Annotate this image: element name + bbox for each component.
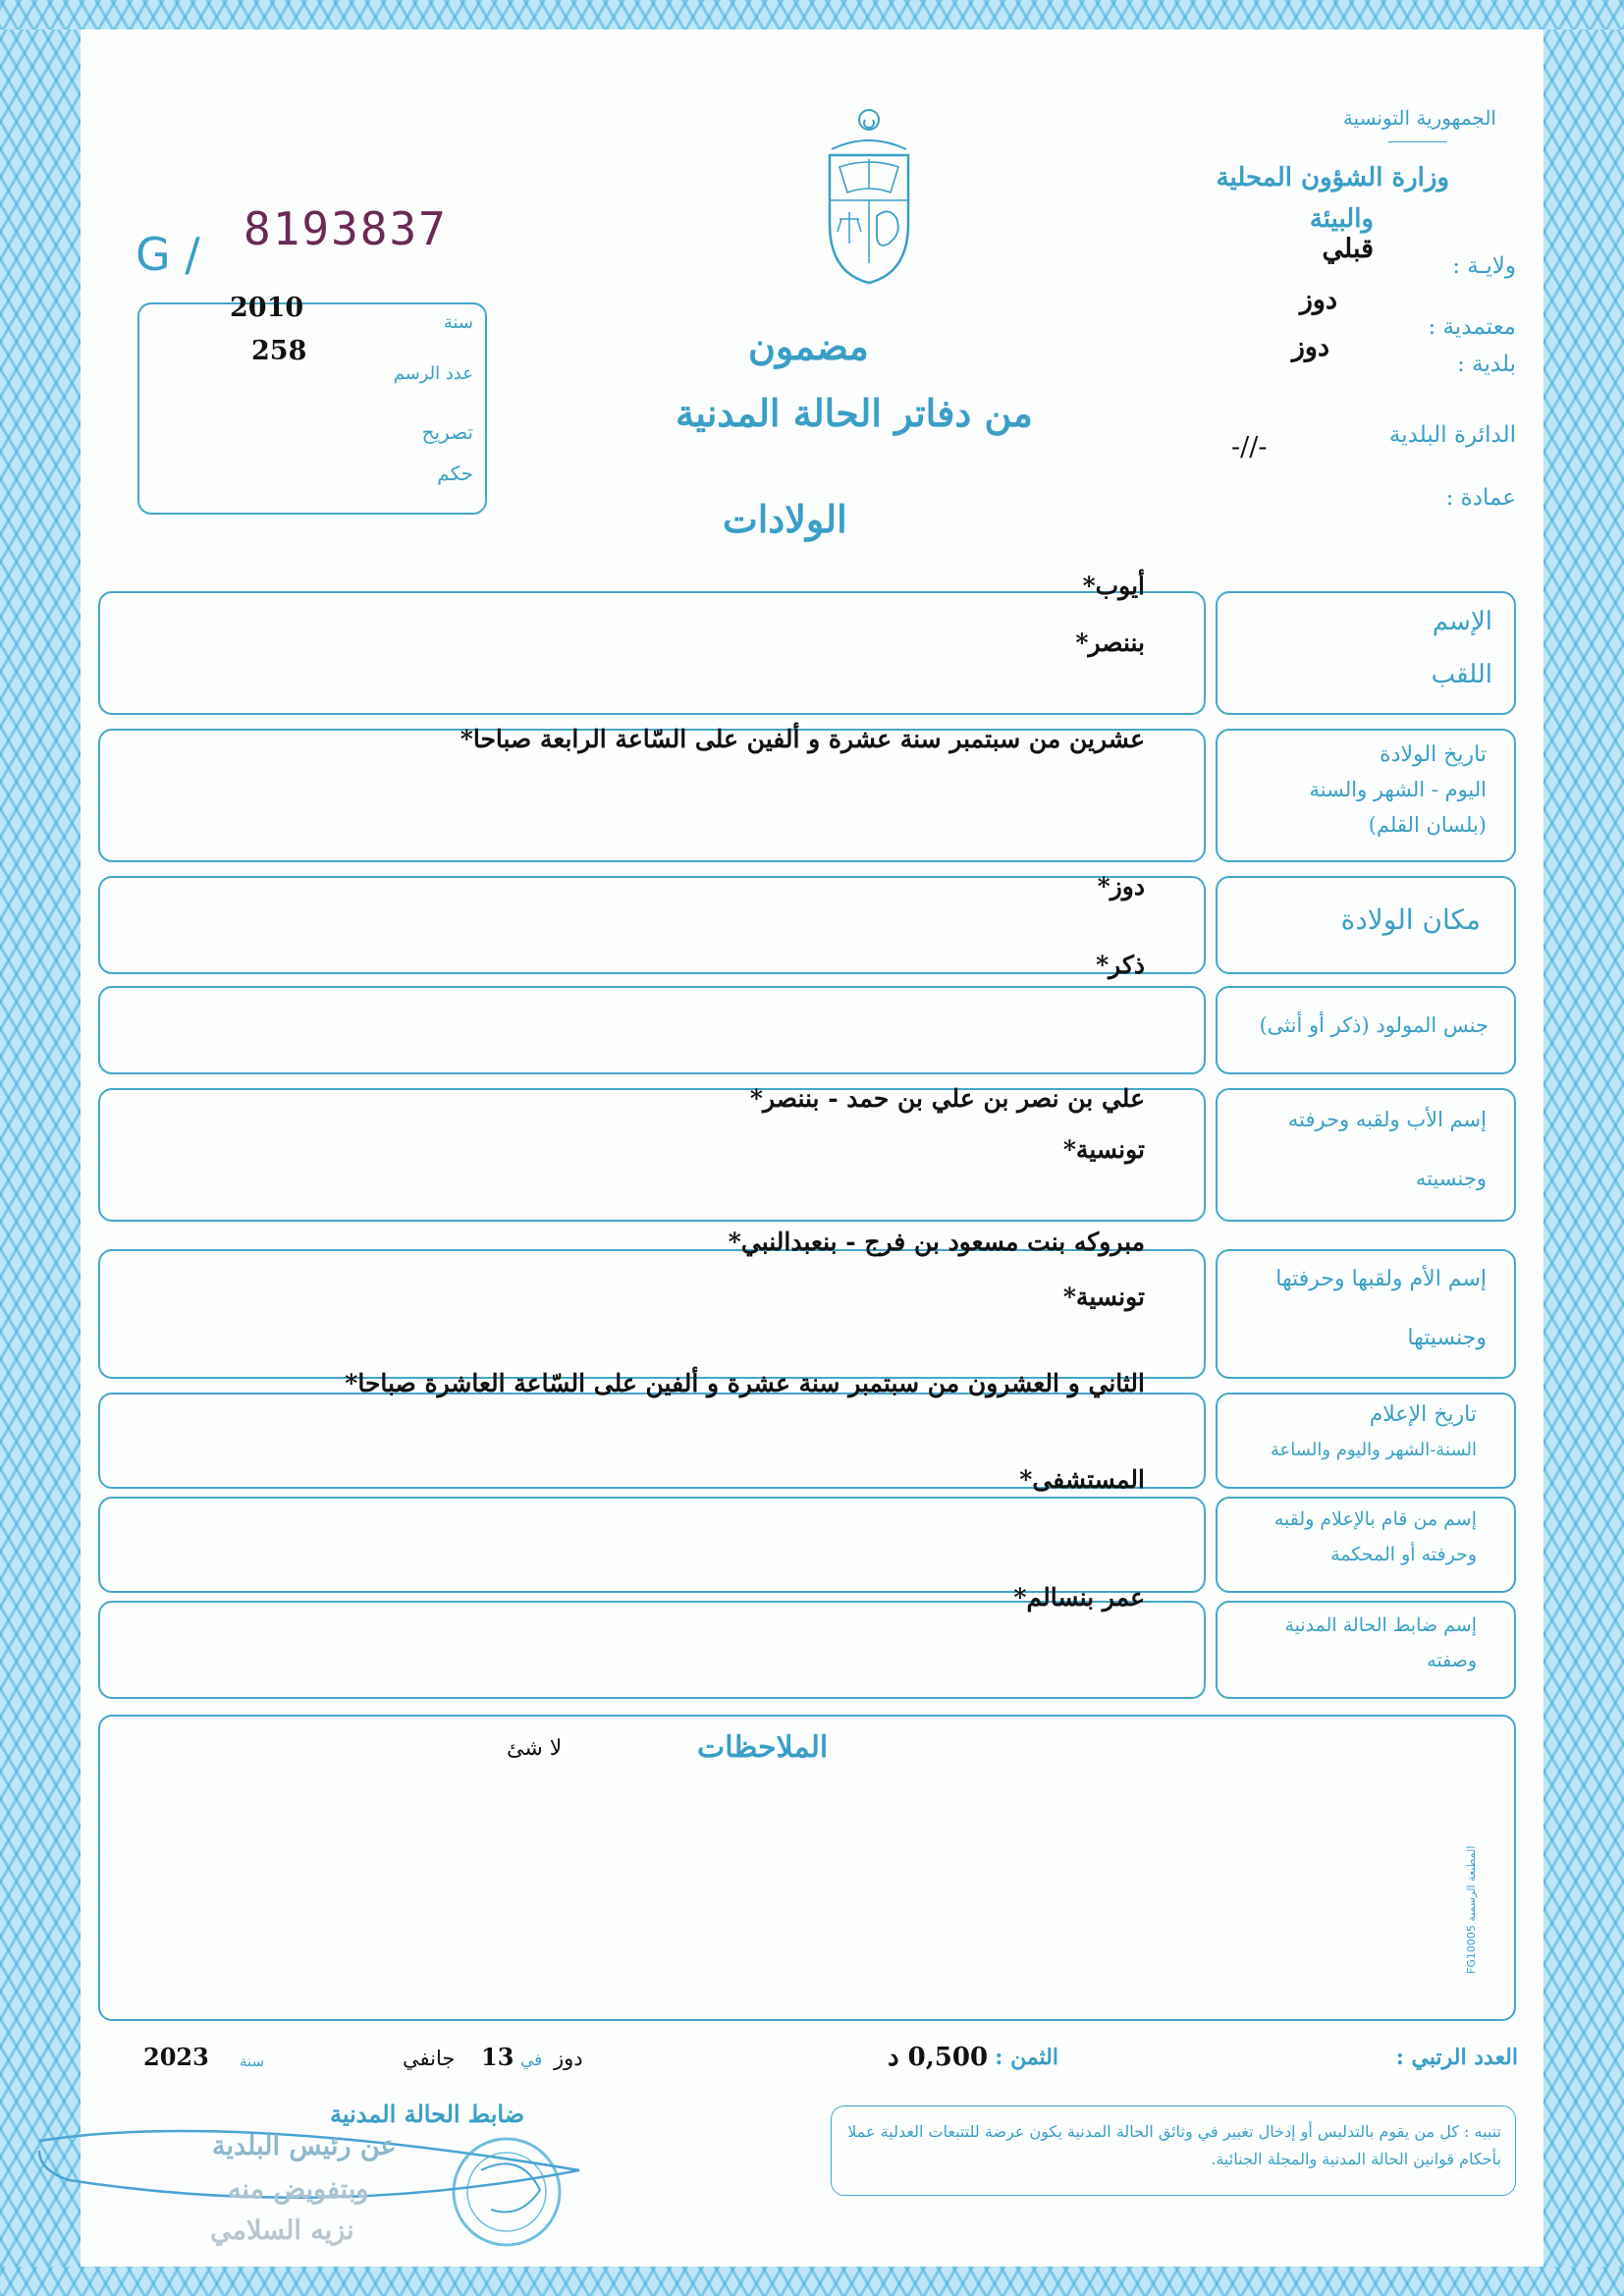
officer-sublabel: وصفته: [1427, 1650, 1477, 1671]
sex-label: جنس المولود (ذكر أو أنثى): [1259, 1013, 1489, 1037]
surname-label: اللقب: [1431, 660, 1492, 689]
document-subtitle: من دفاتر الحالة المدنية: [676, 391, 1033, 435]
issue-year: 2023: [143, 2043, 209, 2071]
field-value-box-sex: [98, 986, 1206, 1074]
act-number-label: عدد الرسم: [393, 363, 473, 384]
signature-line-2: وبتفويض منه: [228, 2174, 369, 2205]
declaration-label: تصريح: [421, 420, 473, 444]
birth-date-sublabel: اليوم - الشهر والسنة: [1309, 778, 1487, 801]
issue-month: جانفي: [403, 2047, 456, 2070]
mother-value: مبروكه بنت مسعود بن فرج - بنعبدالنبي*: [728, 1228, 1145, 1256]
field-value-box-name: [98, 591, 1206, 715]
remarks-value: لا شئ: [507, 1736, 563, 1761]
price-label: الثمن :: [995, 2045, 1058, 2070]
surname-value: بننصر*: [1075, 629, 1145, 657]
document-title: مضمون: [748, 324, 869, 368]
price-value: 0,500 د: [888, 2043, 989, 2072]
signature-line-1: عن رئيس البلدية: [212, 2131, 397, 2161]
officer-value: عمر بنسالم*: [1013, 1583, 1145, 1612]
birth-date-note: (بلسان القلم): [1368, 813, 1487, 837]
declarant-label: إسم من قام بالإعلام ولقبه: [1273, 1508, 1477, 1530]
imada-label: عمادة :: [1445, 485, 1516, 511]
issue-in-label: في: [520, 2050, 543, 2070]
declarant-sublabel: وحرفته أو المحكمة: [1330, 1544, 1477, 1565]
father-label: إسم الأب ولقبه وحرفته: [1287, 1108, 1487, 1131]
father-nationality-value: تونسية*: [1062, 1135, 1145, 1164]
security-border-left: [0, 0, 81, 2296]
serial-number-label: العدد الرتبي :: [1395, 2045, 1518, 2070]
birth-place-label: مكان الولادة: [1340, 903, 1481, 936]
year-value: 2010: [230, 293, 304, 323]
declaration-date-sublabel: السنة-الشهر واليوم والساعة: [1270, 1440, 1477, 1460]
ministry-line1: وزارة الشؤون المحلية: [1216, 163, 1449, 192]
baladiya-value: دوز: [1291, 332, 1329, 362]
declarant-value: المستشفى*: [1019, 1465, 1145, 1494]
daira-value: -//-: [1231, 432, 1268, 463]
mootamadiya-value: دوز: [1299, 285, 1337, 315]
act-number-value: 258: [251, 336, 307, 366]
daira-label: الدائرة البلدية: [1388, 422, 1516, 448]
officer-label: إسم ضابط الحالة المدنية: [1284, 1614, 1477, 1636]
issue-year-label: سنة: [240, 2052, 265, 2070]
serial-prefix: G /: [135, 228, 200, 281]
father-nationality-label: وجنسيته: [1415, 1167, 1487, 1190]
republic-title: الجمهورية التونسية: [1342, 106, 1496, 130]
header-divider: [1388, 141, 1447, 142]
first-name-value: أيوب*: [1082, 572, 1145, 600]
sex-value: ذكر*: [1096, 951, 1145, 979]
registry-box: [137, 293, 487, 515]
issue-place: دوز: [554, 2047, 583, 2070]
year-label: سنة: [443, 312, 473, 333]
declaration-date-value: الثاني و العشرون من سبتمبر سنة عشرة و ألفين على السّاعة العاشرة صباحا*: [345, 1369, 1145, 1397]
mother-label: إسم الأم ولقبها وحرفتها: [1275, 1267, 1487, 1291]
birth-date-label: تاريخ الولادة: [1380, 742, 1487, 767]
baladiya-label: بلدية :: [1457, 352, 1516, 377]
judgment-label: حكم: [437, 462, 473, 485]
issue-day: 13: [481, 2043, 514, 2071]
warning-box: [831, 2105, 1516, 2196]
warning-text: تنبيه : كل من يقوم بالتدليس أو إدخال تغيير في وثائق الحالة المدنية يكون عرضة للتتبعات العدلية عملا بأحكام قوانين الحالة المدنية والمجلة الجنائية.: [847, 2122, 1501, 2168]
ministry-line2: والبيئة: [1309, 204, 1374, 234]
wilaya-label: ولايـة :: [1452, 253, 1516, 279]
remarks-label: الملاحظات: [697, 1730, 829, 1765]
father-value: علي بن نصر بن علي بن حمد - بننصر*: [749, 1084, 1145, 1113]
security-border-top: [0, 0, 1624, 29]
mootamadiya-label: معتمدية :: [1428, 314, 1516, 340]
officer-title: ضابط الحالة المدنية: [330, 2100, 525, 2128]
field-value-box-birth-place: [98, 876, 1206, 974]
first-name-label: الإسم: [1432, 607, 1492, 636]
field-value-box-declarant: [98, 1497, 1206, 1593]
serial-number: 8193837: [244, 202, 448, 255]
field-value-box-mother: [98, 1249, 1206, 1379]
birth-place-value: دوز*: [1097, 872, 1145, 901]
tunisia-coat-of-arms-icon: [820, 106, 918, 293]
mother-nationality-value: تونسية*: [1062, 1283, 1145, 1311]
signature-line-3: نزيه السلامي: [210, 2215, 354, 2246]
field-value-box-officer: [98, 1601, 1206, 1699]
printer-mark: المطبعة الرسمية FG10005: [1465, 1845, 1478, 1974]
section-title-births: الولادات: [723, 497, 847, 541]
birth-date-value: عشرين من سبتمبر سنة عشرة و ألفين على السّاعة الرابعة صباحا*: [460, 725, 1145, 753]
mother-nationality-label: وجنسيتها: [1407, 1326, 1487, 1350]
wilaya-value: قبلي: [1322, 234, 1374, 264]
security-border-right: [1543, 0, 1624, 2296]
declaration-date-label: تاريخ الإعلام: [1369, 1402, 1477, 1427]
